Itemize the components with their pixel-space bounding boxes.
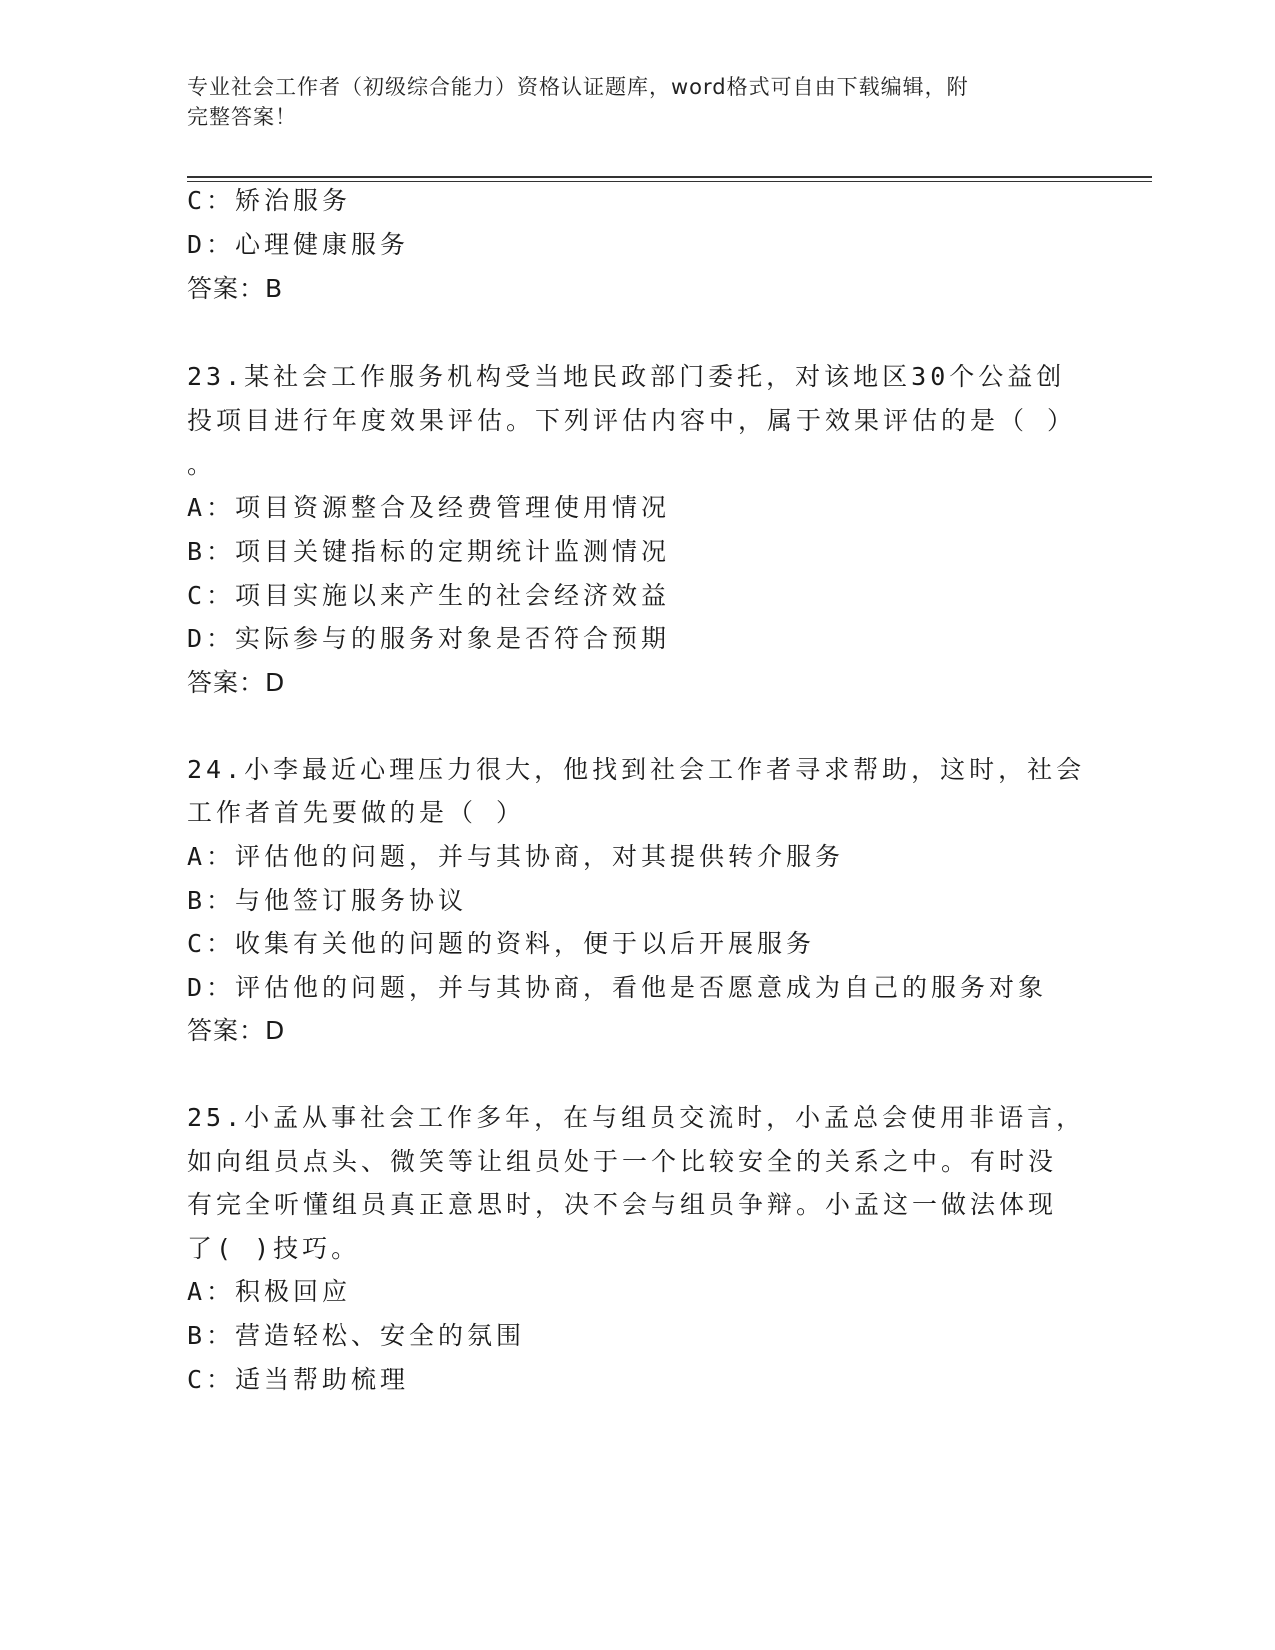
q23-stem-line-2: 投项目进行年度效果评估。下列评估内容中，属于效果评估的是（ ）: [187, 406, 1077, 435]
header-line-1: 专业社会工作者（初级综合能力）资格认证题库，word格式可自由下载编辑，附: [187, 75, 969, 99]
q24-option-b: B：与他签订服务协议: [187, 886, 468, 915]
q24-stem-line-1: 24.小李最近心理压力很大，他找到社会工作者寻求帮助，这时，社会: [187, 755, 1086, 784]
q23-stem-line-1: 23.某社会工作服务机构受当地民政部门委托，对该地区30个公益创: [187, 362, 1066, 391]
q22-option-c: C：矫治服务: [187, 186, 352, 215]
q24-stem-line-2: 工作者首先要做的是（ ）: [187, 798, 526, 827]
q22-answer: 答案：B: [187, 274, 284, 303]
q24-answer: 答案：D: [187, 1016, 286, 1045]
q25-option-b: B：营造轻松、安全的氛围: [187, 1321, 526, 1350]
q23-answer: 答案：D: [187, 668, 286, 697]
header-divider-thin: [187, 181, 1152, 182]
q25-stem-line-3: 有完全听懂组员真正意思时，决不会与组员争辩。小孟这一做法体现: [187, 1190, 1058, 1219]
q24-option-c: C：收集有关他的问题的资料，便于以后开展服务: [187, 929, 816, 958]
document-header: [187, 72, 1087, 132]
q25-stem-line-2: 如向组员点头、微笑等让组员处于一个比较安全的关系之中。有时没: [187, 1147, 1058, 1176]
q23-option-b: B：项目关键指标的定期统计监测情况: [187, 537, 671, 566]
q23-option-a: A：项目资源整合及经费管理使用情况: [187, 493, 671, 522]
q25-stem-line-4: 了( )技巧。: [187, 1234, 361, 1263]
q23-option-d: D：实际参与的服务对象是否符合预期: [187, 624, 671, 653]
q24-option-a: A：评估他的问题，并与其协商，对其提供转介服务: [187, 842, 845, 871]
q25-stem-line-1: 25.小孟从事社会工作多年，在与组员交流时，小孟总会使用非语言，: [187, 1103, 1086, 1132]
q25-option-c: C：适当帮助梳理: [187, 1365, 410, 1394]
header-line-2: 完整答案！: [187, 105, 297, 129]
q23-stem-line-3: 。: [187, 450, 217, 479]
q24-option-d: D：评估他的问题，并与其协商，看他是否愿意成为自己的服务对象: [187, 973, 1048, 1002]
q25-option-a: A：积极回应: [187, 1277, 352, 1306]
header-divider-thick: [187, 176, 1152, 178]
q22-option-d: D：心理健康服务: [187, 230, 410, 259]
q23-option-c: C：项目实施以来产生的社会经济效益: [187, 581, 671, 610]
